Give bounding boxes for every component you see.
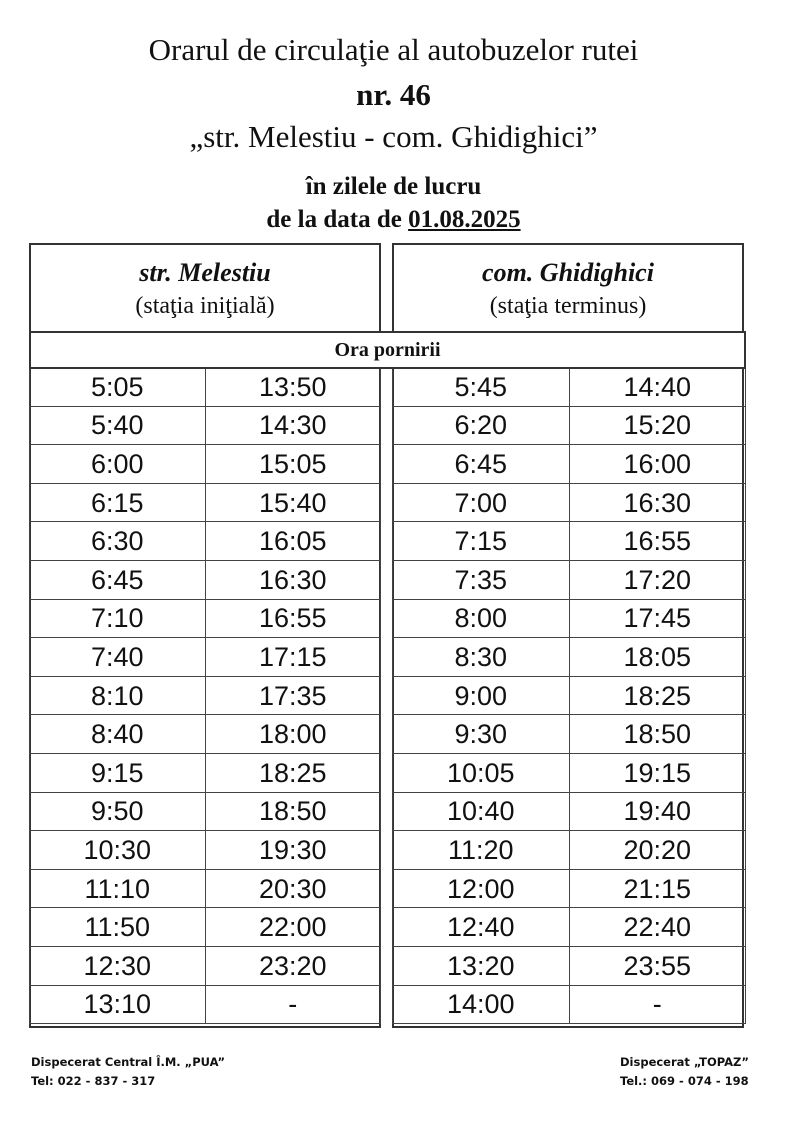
- right-departure-time: 16:30: [569, 483, 746, 522]
- right-station-name: com. Ghidighici: [482, 258, 654, 287]
- left-departure-table: [29, 367, 381, 1024]
- left-departure-time: 14:30: [205, 406, 381, 445]
- table-row: [393, 638, 746, 677]
- right-departure-time: -: [569, 985, 746, 1024]
- right-departure-table: [392, 367, 746, 1024]
- table-row: [30, 792, 381, 831]
- table-row: [30, 715, 381, 754]
- table-row: [30, 676, 381, 715]
- left-departure-time: 13:10: [30, 985, 206, 1024]
- table-row: [30, 753, 381, 792]
- right-departure-time: 18:50: [569, 715, 746, 754]
- table-row: [393, 831, 746, 870]
- table-row: [30, 869, 381, 908]
- right-departure-time: 7:15: [393, 522, 570, 561]
- table-row: [30, 560, 381, 599]
- table-row: [393, 753, 746, 792]
- table-row: [393, 599, 746, 638]
- left-departure-time: 7:40: [30, 638, 206, 677]
- right-dispatcher-name: Dispecerat „TOPAZ”: [620, 1055, 749, 1069]
- right-station-type: (staţia terminus): [489, 293, 647, 319]
- table-row: [30, 445, 381, 484]
- table-row: [393, 560, 746, 599]
- table-row: [393, 368, 746, 407]
- table-row: [393, 483, 746, 522]
- left-dispatcher-phone: Tel: 022 - 837 - 317: [31, 1074, 156, 1088]
- left-departure-time: 16:30: [205, 560, 381, 599]
- left-departure-time: 6:45: [30, 560, 206, 599]
- table-row: [393, 869, 746, 908]
- right-departure-time: 23:55: [569, 946, 746, 985]
- effective-date-line: [0, 204, 787, 236]
- left-departure-time: 6:00: [30, 445, 206, 484]
- right-departure-time: 9:30: [393, 715, 570, 754]
- left-departure-time: 8:10: [30, 676, 206, 715]
- left-departure-time: 18:50: [205, 792, 381, 831]
- right-departure-time: 19:15: [569, 753, 746, 792]
- left-departure-time: 6:15: [30, 483, 206, 522]
- right-departure-time: 6:45: [393, 445, 570, 484]
- right-departure-time: 13:20: [393, 946, 570, 985]
- right-departure-time: 16:00: [569, 445, 746, 484]
- table-row: [393, 985, 746, 1024]
- right-departure-time: 20:20: [569, 831, 746, 870]
- left-departure-time: 11:10: [30, 869, 206, 908]
- right-departure-time: 15:20: [569, 406, 746, 445]
- table-row: [30, 483, 381, 522]
- schedule-title: Orarul de circulaţie al autobuzelor rutei: [148, 32, 639, 67]
- table-row: [30, 946, 381, 985]
- right-departure-time: 18:25: [569, 676, 746, 715]
- table-row: [30, 406, 381, 445]
- right-dispatcher-info: [620, 1053, 749, 1091]
- right-departure-time: 12:00: [393, 869, 570, 908]
- table-row: [393, 445, 746, 484]
- left-departure-time: 17:15: [205, 638, 381, 677]
- left-departure-time: -: [205, 985, 381, 1024]
- table-row: [393, 406, 746, 445]
- right-departure-time: 8:00: [393, 599, 570, 638]
- right-departure-time: 5:45: [393, 368, 570, 407]
- right-departure-time: 16:55: [569, 522, 746, 561]
- table-row: [30, 908, 381, 947]
- right-departure-time: 6:20: [393, 406, 570, 445]
- left-dispatcher-info: [31, 1053, 225, 1091]
- table-row: [393, 908, 746, 947]
- left-departure-time: 11:50: [30, 908, 206, 947]
- left-departure-time: 5:40: [30, 406, 206, 445]
- right-departure-time: 17:45: [569, 599, 746, 638]
- effective-date-prefix: de la data de: [266, 206, 402, 233]
- left-departure-time: 23:20: [205, 946, 381, 985]
- left-departure-time: 16:05: [205, 522, 381, 561]
- left-departure-time: 20:30: [205, 869, 381, 908]
- left-departure-time: 9:15: [30, 753, 206, 792]
- right-departure-time: 12:40: [393, 908, 570, 947]
- left-departure-time: 16:55: [205, 599, 381, 638]
- right-departure-time: 8:30: [393, 638, 570, 677]
- left-departure-time: 19:30: [205, 831, 381, 870]
- table-row: [30, 831, 381, 870]
- left-departure-time: 15:40: [205, 483, 381, 522]
- right-departure-time: 7:35: [393, 560, 570, 599]
- left-departure-time: 13:50: [205, 368, 381, 407]
- left-departure-time: 18:25: [205, 753, 381, 792]
- route-number: nr. 46: [356, 77, 431, 112]
- left-departure-time: 17:35: [205, 676, 381, 715]
- table-row: [30, 368, 381, 407]
- effective-date: 01.08.2025: [408, 206, 521, 233]
- right-departure-time: 21:15: [569, 869, 746, 908]
- left-departure-time: 18:00: [205, 715, 381, 754]
- right-departure-time: 7:00: [393, 483, 570, 522]
- table-row: [30, 985, 381, 1024]
- left-station-name: str. Melestiu: [139, 258, 271, 287]
- left-station-header: [31, 245, 379, 333]
- left-departure-time: 5:05: [30, 368, 206, 407]
- right-departure-time: 10:05: [393, 753, 570, 792]
- table-row: [393, 522, 746, 561]
- left-departure-time: 6:30: [30, 522, 206, 561]
- table-row: [393, 792, 746, 831]
- left-departure-time: 10:30: [30, 831, 206, 870]
- route-name: „str. Melestiu - com. Ghidighici”: [189, 119, 598, 154]
- right-departure-time: 19:40: [569, 792, 746, 831]
- right-station-header: [394, 245, 742, 333]
- right-departure-time: 11:20: [393, 831, 570, 870]
- left-departure-time: 22:00: [205, 908, 381, 947]
- left-departure-time: 9:50: [30, 792, 206, 831]
- left-departure-time: 7:10: [30, 599, 206, 638]
- right-departure-time: 22:40: [569, 908, 746, 947]
- right-departure-time: 17:20: [569, 560, 746, 599]
- table-row: [30, 638, 381, 677]
- left-departure-time: 12:30: [30, 946, 206, 985]
- departure-time-label: Ora pornirii: [29, 331, 746, 369]
- right-departure-time: 9:00: [393, 676, 570, 715]
- left-departure-time: 15:05: [205, 445, 381, 484]
- table-row: [30, 522, 381, 561]
- right-departure-time: 14:00: [393, 985, 570, 1024]
- right-departure-time: 14:40: [569, 368, 746, 407]
- left-station-type: (staţia iniţială): [135, 293, 275, 319]
- left-dispatcher-name: Dispecerat Central Î.M. „PUA”: [31, 1055, 226, 1069]
- table-row: [393, 715, 746, 754]
- right-departure-time: 10:40: [393, 792, 570, 831]
- table-row: [30, 599, 381, 638]
- table-row: [393, 676, 746, 715]
- right-departure-time: 18:05: [569, 638, 746, 677]
- right-dispatcher-phone: Tel.: 069 - 074 - 198: [620, 1074, 749, 1088]
- left-departure-time: 8:40: [30, 715, 206, 754]
- table-row: [393, 946, 746, 985]
- service-days: în zilele de lucru: [305, 173, 482, 200]
